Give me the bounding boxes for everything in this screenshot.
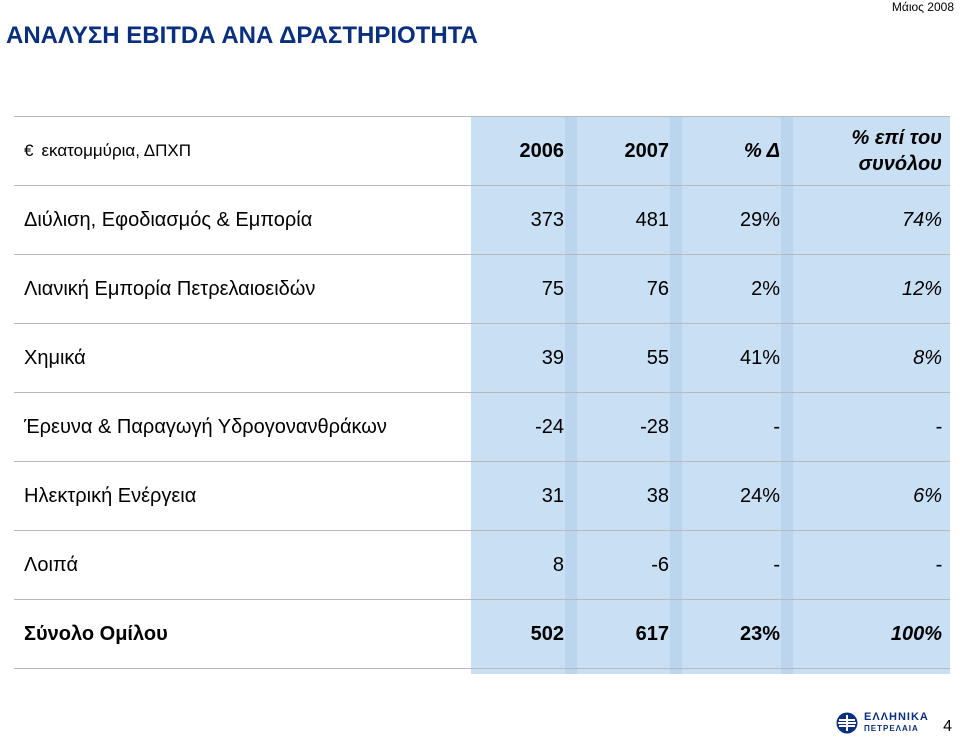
logo-text-line2: ΠΕΤΡΕΛΑΙΑ xyxy=(864,724,919,733)
table-row xyxy=(14,255,950,324)
row-label: Χημικά xyxy=(24,346,86,369)
value-2007: 481 xyxy=(635,208,669,231)
logo-text-line1: ΕΛΛΗΝΙΚΑ xyxy=(864,711,929,723)
value-2006: 75 xyxy=(541,277,564,300)
unit-text: εκατομμύρια, ΔΠΧΠ xyxy=(41,141,192,160)
table-row xyxy=(14,186,950,255)
total-share: 100% xyxy=(890,622,942,645)
total-row xyxy=(14,600,950,669)
table-row xyxy=(14,324,950,393)
page-number: 4 xyxy=(943,718,952,735)
value-pct-change: 2% xyxy=(751,277,780,300)
total-pct-change: 23% xyxy=(739,622,780,645)
value-pct-change: - xyxy=(773,415,780,438)
value-2007: 38 xyxy=(646,484,669,507)
column-header-pct-change: % Δ xyxy=(743,139,780,162)
logo-emblem-icon xyxy=(836,712,858,734)
column-header-2006: 2006 xyxy=(519,139,564,162)
company-logo xyxy=(836,712,929,734)
table-row xyxy=(14,393,950,462)
row-label: Ηλεκτρική Ενέργεια xyxy=(24,484,197,507)
column-header-share-line2: συνόλου xyxy=(858,153,942,175)
column-header-share xyxy=(804,117,942,185)
table-row xyxy=(14,462,950,531)
value-2007: -6 xyxy=(651,553,669,576)
value-share: 12% xyxy=(901,277,942,300)
value-share: - xyxy=(935,415,942,438)
value-2006: -24 xyxy=(535,415,564,438)
value-share: 8% xyxy=(913,346,942,369)
table-row xyxy=(14,531,950,600)
page-title: ΑΝΑΛΥΣΗ EBITDA ΑΝΑ ΔΡΑΣΤΗΡΙΟΤΗΤΑ xyxy=(6,22,478,49)
value-share: 6% xyxy=(913,484,942,507)
value-2007: -28 xyxy=(640,415,669,438)
value-pct-change: 29% xyxy=(739,208,780,231)
row-label: Λιανική Εμπορία Πετρελαιοειδών xyxy=(24,277,316,300)
value-pct-change: 41% xyxy=(739,346,780,369)
report-date: Μάιος 2008 xyxy=(891,0,954,14)
value-2006: 39 xyxy=(541,346,564,369)
table-header-row xyxy=(14,116,950,186)
total-2007: 617 xyxy=(635,622,669,645)
value-pct-change: - xyxy=(773,553,780,576)
value-2007: 76 xyxy=(646,277,669,300)
row-label: Διύλιση, Εφοδιασμός & Εμπορία xyxy=(24,208,313,231)
row-label: Λοιπά xyxy=(24,553,79,576)
value-2006: 373 xyxy=(530,208,564,231)
value-share: 74% xyxy=(901,208,942,231)
row-label: Έρευνα & Παραγωγή Υδρογονανθράκων xyxy=(24,415,387,438)
value-2007: 55 xyxy=(646,346,669,369)
euro-icon: € xyxy=(24,141,34,160)
value-2006: 8 xyxy=(552,553,564,576)
value-pct-change: 24% xyxy=(739,484,780,507)
unit-label xyxy=(24,117,191,185)
column-header-2007: 2007 xyxy=(624,139,669,162)
value-share: - xyxy=(935,553,942,576)
column-header-share-line1: % επί του xyxy=(851,127,942,149)
total-2006: 502 xyxy=(530,622,564,645)
value-2006: 31 xyxy=(541,484,564,507)
total-label: Σύνολο Ομίλου xyxy=(24,622,168,645)
